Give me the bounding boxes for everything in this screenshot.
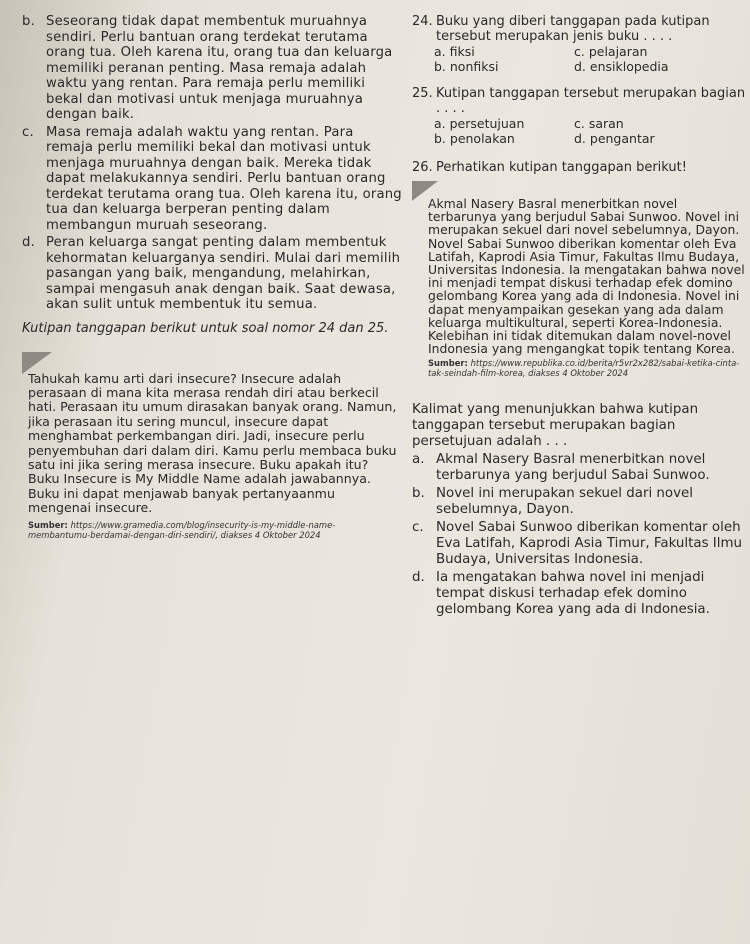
source-url: https://www.gramedia.com/blog/insecurity-is-my-middle-name- membantumu-berdamai-dengan-diri-sendiri/, diakses 4 Oktober 2024 [28, 519, 336, 540]
source-label: Sumber: [428, 358, 468, 369]
question-25 [412, 86, 750, 116]
option-b-text: Seseorang tidak dapat membentuk muruahnya sendiri. Perlu bantuan orang terdekat terutama orang tua. Oleh karena itu, orang tua dan keluarga memiliki peranan penting. Masa remaja adalah waktu yang rentan. Para remaja perlu memiliki bekal dan motivasi untuk menjaga muruahnya dengan baik. [46, 14, 393, 122]
option-c [22, 125, 402, 234]
quote-lead-text: Kutipan tanggapan berikut untuk soal nomor 24 dan 25. [22, 320, 389, 336]
q26-option-c-text: Novel Sabai Sunwoo diberikan komentar oleh Eva Latifah, Kaprodi Asia Timur, Fakultas Ilmu Budaya, Universitas Indonesia. [436, 520, 743, 568]
q26-option-a-label: a. [412, 452, 425, 468]
question-24-options [434, 44, 750, 74]
q26-option-b[interactable] [412, 486, 750, 518]
right-column [412, 14, 750, 618]
q24-option-b[interactable]: b. nonfiksi [434, 59, 499, 74]
sabai-sunwoo-quote-text: Akmal Nasery Basral menerbitkan novel terbarunya yang berjudul Sabai Sunwoo. Novel ini merupakan sekuel dari novel sebelumnya, Dayon. Novel Sabai Sunwoo diberikan komentar oleh Eva Latifah, Kaprodi Asia Timur, Fakultas Ilmu Budaya, Universitas Indonesia. Ia mengatakan bahwa novel ini menjadi tempat diskusi terhadap efek domino gelombang Korea yang ada di Indonesia. Novel ini dapat menyampaikan gesekan yang ada dalam keluarga multikultural, seperti Korea-Indonesia. Kelebihan ini tidak ditemukan dalam novel-novel Indonesia yang mengangkat topik tentang Korea. [428, 196, 745, 357]
q24-option-c[interactable]: c. pelajaran [574, 44, 648, 59]
question-26-prompt: Kalimat yang menunjukkan bahwa kutipan tanggapan tersebut merupakan bagian persetujuan adalah . . . [412, 402, 699, 450]
q26-option-d-label: d. [412, 570, 425, 586]
insecure-quote-text: Tahukah kamu arti dari insecure? Insecure adalah perasaan di mana kita merasa rendah diri atau berkecil hati. Perasaan itu umum dirasakan banyak orang. Namun, jika perasaan itu sering muncul, insecure dapat menghambat perkembangan diri. Jadi, insecure perlu penyembuhan dari dalam diri. Kamu perlu membaca buku satu ini jika sering merasa insecure. Buku apakah itu? Buku Insecure is My Middle Name adalah jawabannya. Buku ini dapat menjawab banyak pertanyaanmu mengenai insecure. [28, 370, 397, 516]
q25-option-b[interactable]: b. penolakan [434, 131, 515, 146]
option-d-text: Peran keluarga sangat penting dalam membentuk kehormatan keluarganya sendiri. Mulai dari memilih pasangan yang baik, mengandung, melahirkan, sampai mengasuh anak dengan baik. Saat dewasa, akan sulit untuk membentuk itu semua. [46, 235, 401, 312]
q24-option-a[interactable]: a. fiksi [434, 44, 475, 59]
question-24 [412, 14, 750, 44]
question-25-options [434, 116, 750, 146]
q26-option-d[interactable] [412, 570, 750, 618]
q24-option-d[interactable]: d. ensiklopedia [574, 59, 669, 74]
question-25-text: Kutipan tanggapan tersebut merupakan bagian . . . . [436, 86, 746, 116]
q26-option-c-label: c. [412, 520, 424, 536]
sabai-sunwoo-quote-source [428, 358, 746, 378]
q26-option-c[interactable] [412, 520, 750, 568]
q26-option-b-text: Novel ini merupakan sekuel dari novel sebelumnya, Dayon. [436, 486, 693, 518]
question-25-number: 25. [412, 86, 433, 101]
quote-corner-marker [22, 352, 52, 374]
question-24-text: Buku yang diberi tanggapan pada kutipan tersebut merupakan jenis buku . . . . [436, 14, 710, 44]
q25-option-a[interactable]: a. persetujuan [434, 116, 525, 131]
source-label: Sumber: [28, 519, 68, 530]
q26-option-a[interactable] [412, 452, 750, 484]
q25-option-c[interactable]: c. saran [574, 116, 624, 131]
left-column [22, 14, 402, 544]
source-url: https://www.republika.co.id/berita/r5vr2x282/sabai-ketika-cinta-tak-seindah-film-korea, diakses 4 Oktober 2024 [428, 358, 740, 379]
option-b-label: b. [22, 14, 35, 29]
question-26 [412, 160, 750, 175]
question-26-text: Perhatikan kutipan tanggapan berikut! [436, 160, 687, 175]
q26-option-a-text: Akmal Nasery Basral menerbitkan novel terbarunya yang berjudul Sabai Sunwoo. [436, 452, 710, 484]
option-d [22, 235, 402, 313]
option-c-text: Masa remaja adalah waktu yang rentan. Para remaja perlu memiliki bekal dan motivasi untuk menjaga muruahnya dengan baik. Mereka tidak dapat melakukannya sendiri. Perlu bantuan orang terdekat terutama orang tua. Oleh karena itu, orang tua dan keluarga berperan penting dalam membangun muruah seseorang. [46, 124, 402, 233]
option-b [22, 14, 402, 123]
insecure-quote-source [28, 520, 398, 540]
option-c-label: c. [22, 124, 34, 140]
q25-option-d[interactable]: d. pengantar [574, 131, 655, 146]
question-24-number: 24. [412, 14, 433, 29]
question-26-number: 26. [412, 160, 433, 175]
option-d-label: d. [22, 235, 35, 250]
insecure-quote-box [22, 352, 402, 544]
q26-option-b-label: b. [412, 486, 425, 502]
q26-option-d-text: Ia mengatakan bahwa novel ini menjadi tempat diskusi terhadap efek domino gelombang Korea yang ada di Indonesia. [436, 570, 710, 618]
quote-corner-marker [412, 181, 438, 201]
sabai-sunwoo-quote-box [412, 181, 750, 384]
